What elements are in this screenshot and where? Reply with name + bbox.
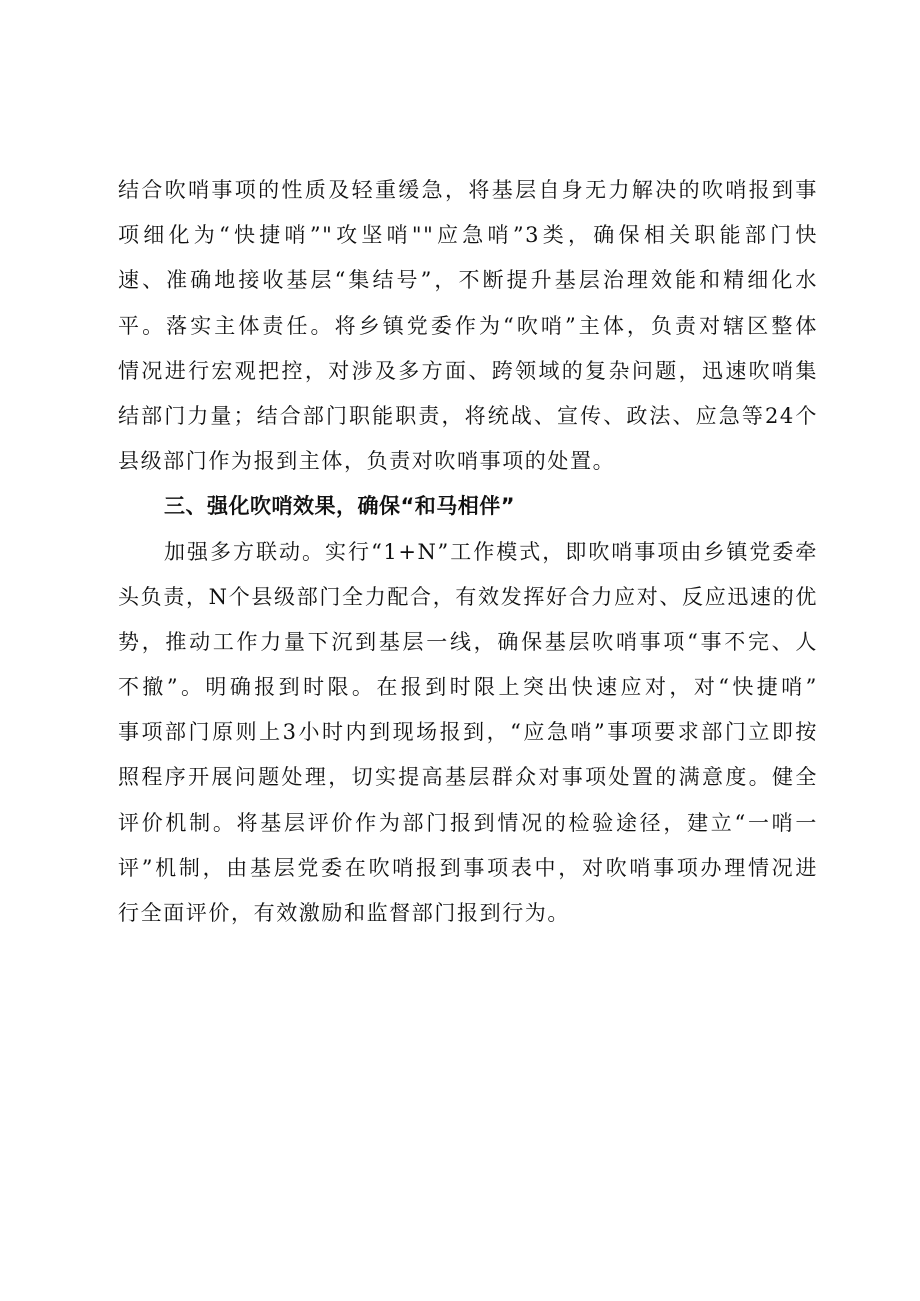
paragraph-line: 行全面评价，有效激励和监督部门报到行为。 [118, 901, 570, 925]
paragraph-line: 县级部门作为报到主体，负责对吹哨事项的处置。 [118, 449, 616, 474]
paragraph-line: 速、准确地接收基层“集结号”，不断提升基层治理效能和精细化水 [118, 268, 818, 293]
paragraph-line: 势，推动工作力量下沉到基层一线，确保基层吹哨事项“事不完、人 [118, 629, 818, 654]
paragraph-line: 评”机制，由基层党委在吹哨报到事项表中，对吹哨事项办理情况进 [118, 855, 818, 880]
section-heading: 三、强化吹哨效果，确保“和马相伴” [164, 494, 516, 519]
paragraph-line: 加强多方联动。实行“1+N”工作模式，即吹哨事项由乡镇党委牵 [164, 539, 818, 564]
paragraph-line: 结部门力量；结合部门职能职责，将统战、宣传、政法、应急等24个 [118, 403, 818, 428]
paragraph-line: 不撤”。明确报到时限。在报到时限上突出快速应对，对“快捷哨” [118, 675, 818, 700]
document-body [118, 168, 818, 936]
paragraph-line: 照程序开展问题处理，切实提高基层群众对事项处置的满意度。健全 [118, 765, 818, 790]
paragraph-line: 结合吹哨事项的性质及轻重缓急，将基层自身无力解决的吹哨报到事 [118, 178, 818, 202]
paragraph-line: 平。落实主体责任。将乡镇党委作为“吹哨”主体，负责对辖区整体 [118, 313, 818, 338]
paragraph-line: 评价机制。将基层评价作为部门报到情况的检验途径，建立“一哨一 [118, 810, 818, 835]
paragraph-line: 项细化为“快捷哨”"攻坚哨""应急哨”3类，确保相关职能部门快 [118, 223, 818, 248]
paragraph-line: 事项部门原则上3小时内到现场报到，“应急哨”事项要求部门立即按 [118, 720, 818, 745]
paragraph-line: 头负责，N个县级部门全力配合，有效发挥好合力应对、反应迅速的优 [118, 584, 818, 609]
paragraph-line: 情况进行宏观把控，对涉及多方面、跨领域的复杂问题，迅速吹哨集 [118, 358, 818, 383]
